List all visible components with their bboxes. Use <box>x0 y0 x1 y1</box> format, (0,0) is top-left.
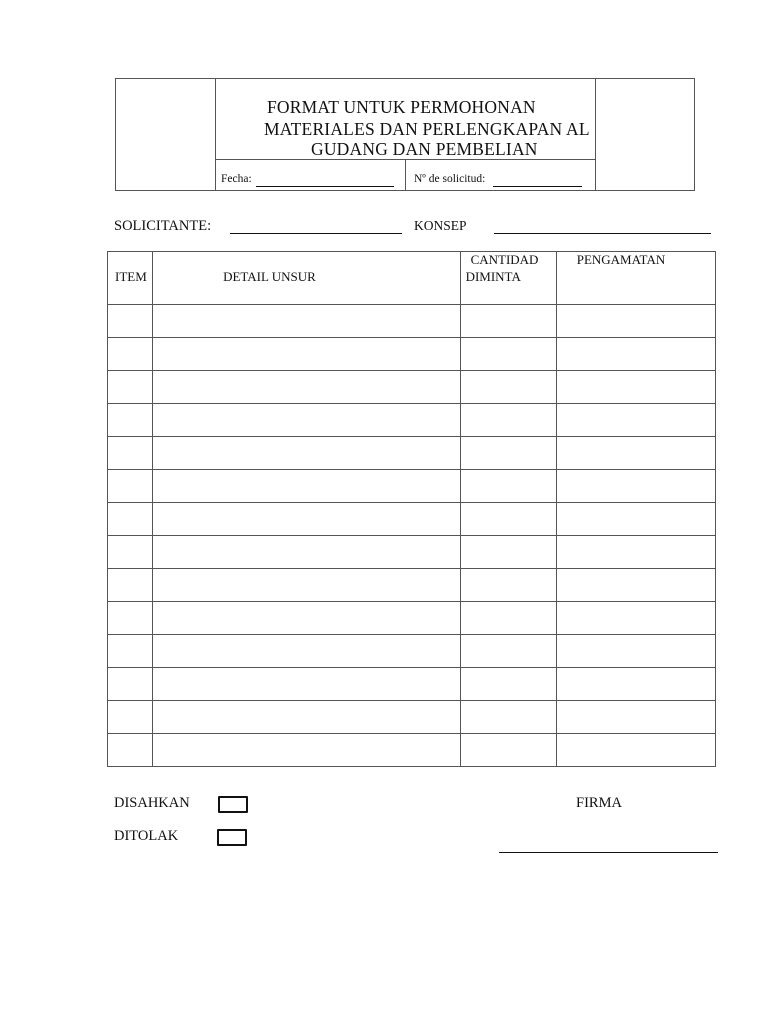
table-cell-detail[interactable] <box>153 404 461 437</box>
table-cell-observations[interactable] <box>556 701 715 734</box>
form-title-line-1: FORMAT UNTUK PERMOHONAN <box>267 97 536 117</box>
table-cell-quantity[interactable] <box>460 602 556 635</box>
header-cell-item <box>108 252 153 305</box>
table-row <box>108 437 716 470</box>
rejected-checkbox[interactable] <box>217 829 247 846</box>
table-row <box>108 371 716 404</box>
table-cell-observations[interactable] <box>556 470 715 503</box>
header-cell-detail <box>153 252 461 305</box>
table-cell-quantity[interactable] <box>460 371 556 404</box>
table-cell-item[interactable] <box>108 701 153 734</box>
table-row <box>108 338 716 371</box>
requester-field-line[interactable] <box>230 233 402 234</box>
request-number-field-line[interactable] <box>493 186 582 187</box>
table-cell-item[interactable] <box>108 536 153 569</box>
logo-placeholder-cell <box>115 78 216 191</box>
table-header-row <box>108 252 716 305</box>
column-header-observations: PENGAMATAN <box>576 252 666 267</box>
date-field-line[interactable] <box>256 186 394 187</box>
request-number-label: Nº de solicitud: <box>414 173 486 185</box>
table-cell-observations[interactable] <box>556 635 715 668</box>
table-cell-quantity[interactable] <box>460 734 556 767</box>
table-cell-detail[interactable] <box>153 668 461 701</box>
table-cell-item[interactable] <box>108 371 153 404</box>
table-cell-item[interactable] <box>108 437 153 470</box>
table-cell-detail[interactable] <box>153 635 461 668</box>
table-cell-quantity[interactable] <box>460 503 556 536</box>
table-cell-detail[interactable] <box>153 701 461 734</box>
table-cell-item[interactable] <box>108 338 153 371</box>
table-cell-detail[interactable] <box>153 437 461 470</box>
table-cell-quantity[interactable] <box>460 437 556 470</box>
table-cell-item[interactable] <box>108 404 153 437</box>
table-row <box>108 503 716 536</box>
rejected-label: DITOLAK <box>114 828 179 844</box>
table-cell-detail[interactable] <box>153 305 461 338</box>
table-cell-observations[interactable] <box>556 437 715 470</box>
form-title-line-2: MATERIALES DAN PERLENGKAPAN AL <box>264 119 590 139</box>
table-cell-detail[interactable] <box>153 734 461 767</box>
table-cell-detail[interactable] <box>153 602 461 635</box>
table-cell-quantity[interactable] <box>460 701 556 734</box>
table-cell-quantity[interactable] <box>460 305 556 338</box>
signature-label: FIRMA <box>576 795 622 811</box>
approved-label: DISAHKAN <box>114 795 190 811</box>
column-header-detail: DETAIL UNSUR <box>223 269 316 284</box>
table-cell-quantity[interactable] <box>460 338 556 371</box>
table-cell-quantity[interactable] <box>460 635 556 668</box>
table-row <box>108 305 716 338</box>
table-cell-quantity[interactable] <box>460 404 556 437</box>
table-cell-quantity[interactable] <box>460 569 556 602</box>
table-cell-item[interactable] <box>108 305 153 338</box>
table-cell-item[interactable] <box>108 602 153 635</box>
date-label: Fecha: <box>221 173 252 185</box>
table-cell-observations[interactable] <box>556 536 715 569</box>
requester-label: SOLICITANTE: <box>114 218 212 234</box>
table-cell-observations[interactable] <box>556 371 715 404</box>
signature-field-line[interactable] <box>499 852 718 853</box>
header-right-cell <box>595 78 695 191</box>
table-cell-observations[interactable] <box>556 404 715 437</box>
header-field-divider <box>405 159 406 191</box>
table-cell-item[interactable] <box>108 470 153 503</box>
table-cell-observations[interactable] <box>556 734 715 767</box>
table-cell-quantity[interactable] <box>460 536 556 569</box>
table-cell-detail[interactable] <box>153 503 461 536</box>
table-row <box>108 734 716 767</box>
column-header-quantity-line-1: CANTIDAD <box>470 252 539 267</box>
table-cell-observations[interactable] <box>556 668 715 701</box>
table-cell-detail[interactable] <box>153 536 461 569</box>
table-row <box>108 536 716 569</box>
form-title-line-3: GUDANG DAN PEMBELIAN <box>311 139 538 159</box>
table-cell-detail[interactable] <box>153 338 461 371</box>
table-cell-observations[interactable] <box>556 503 715 536</box>
table-cell-detail[interactable] <box>153 371 461 404</box>
table-cell-observations[interactable] <box>556 338 715 371</box>
table-row <box>108 569 716 602</box>
header-cell-quantity <box>460 252 556 305</box>
column-header-quantity-line-2: DIMINTA <box>465 269 521 284</box>
table-cell-observations[interactable] <box>556 305 715 338</box>
items-table <box>107 251 716 767</box>
table-row <box>108 635 716 668</box>
concept-label: KONSEP <box>414 218 467 233</box>
table-cell-item[interactable] <box>108 668 153 701</box>
table-row <box>108 404 716 437</box>
table-cell-detail[interactable] <box>153 569 461 602</box>
header-cell-observations <box>556 252 715 305</box>
table-row <box>108 701 716 734</box>
table-cell-item[interactable] <box>108 503 153 536</box>
approved-checkbox[interactable] <box>218 796 248 813</box>
table-cell-observations[interactable] <box>556 602 715 635</box>
column-header-item: ITEM <box>115 269 147 284</box>
table-cell-detail[interactable] <box>153 470 461 503</box>
table-row <box>108 668 716 701</box>
table-cell-quantity[interactable] <box>460 470 556 503</box>
concept-field-line[interactable] <box>494 233 711 234</box>
table-cell-quantity[interactable] <box>460 668 556 701</box>
table-cell-observations[interactable] <box>556 569 715 602</box>
table-row <box>108 602 716 635</box>
table-cell-item[interactable] <box>108 569 153 602</box>
table-cell-item[interactable] <box>108 734 153 767</box>
table-cell-item[interactable] <box>108 635 153 668</box>
table-row <box>108 470 716 503</box>
